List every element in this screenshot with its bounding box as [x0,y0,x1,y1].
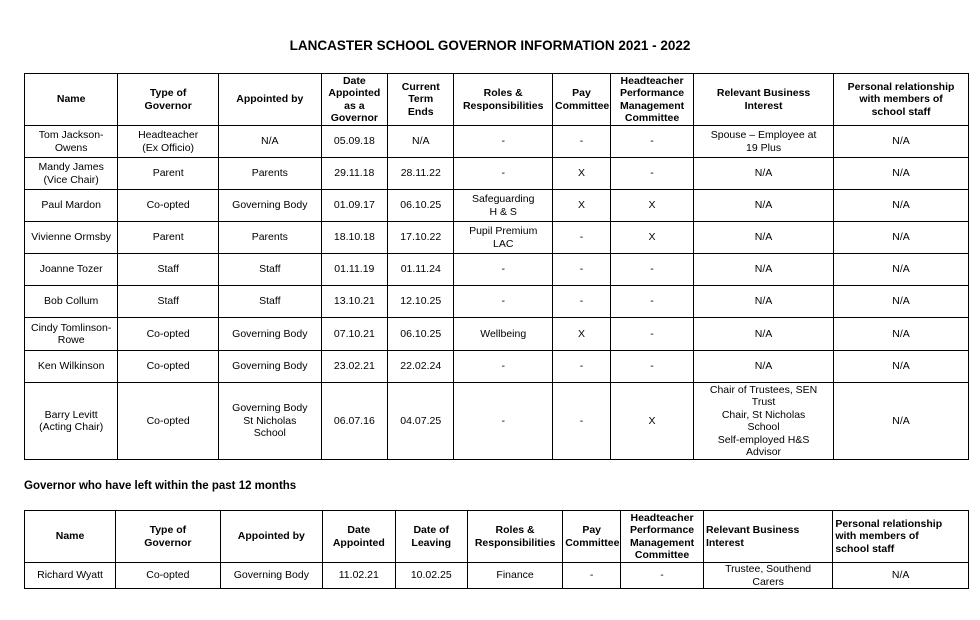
table-cell: Staff [218,286,321,318]
table-row [25,158,969,190]
table-cell: - [611,351,694,383]
current-governors-table [24,73,969,460]
table-cell: X [611,383,694,460]
table-cell: Joanne Tozer [25,254,118,286]
column-header: Roles & Responsibilities [454,74,553,126]
column-header: Personal relationship with members of school staff [834,74,969,126]
table-cell: - [621,563,704,589]
table-cell: - [454,383,553,460]
column-header: Pay Committee [563,511,621,563]
left-governors-heading: Governor who have left within the past 12 months [24,480,297,492]
column-header: Appointed by [218,74,321,126]
column-header: Current Term Ends [388,74,454,126]
table-cell: Co-opted [118,190,219,222]
table-cell: N/A [834,222,969,254]
table-cell: N/A [834,126,969,158]
table-row [25,383,969,460]
column-header: Personal relationship with members of school staff [833,511,969,563]
table-cell: 05.09.18 [321,126,387,158]
table-cell: Barry Levitt (Acting Chair) [25,383,118,460]
table-cell: X [552,190,610,222]
table-cell: Governing Body [218,351,321,383]
table-cell: Richard Wyatt [25,563,116,589]
table-cell: Vivienne Ormsby [25,222,118,254]
table-cell: Parent [118,222,219,254]
table-cell: Bob Collum [25,286,118,318]
column-header: Appointed by [220,511,322,563]
table-cell: - [611,254,694,286]
table-cell: - [454,158,553,190]
table-cell: N/A [694,222,834,254]
table-row [25,254,969,286]
table-cell: - [454,126,553,158]
table-cell: Staff [118,286,219,318]
table-cell: Cindy Tomlinson- Rowe [25,318,118,351]
table-cell: N/A [834,286,969,318]
table-cell: N/A [694,254,834,286]
table-cell: X [611,222,694,254]
table-cell: - [552,383,610,460]
table-cell: Staff [218,254,321,286]
table-cell: 07.10.21 [321,318,387,351]
table-cell: - [552,126,610,158]
table-cell: Wellbeing [454,318,553,351]
table-cell: 01.11.19 [321,254,387,286]
table-cell: 28.11.22 [388,158,454,190]
table-row [25,126,969,158]
table-cell: 06.07.16 [321,383,387,460]
table-cell: - [454,254,553,286]
table-cell: 06.10.25 [388,190,454,222]
table-row [25,222,969,254]
table-cell: 22.02.24 [388,351,454,383]
column-header: Relevant Business Interest [694,74,834,126]
table-cell: N/A [694,190,834,222]
column-header: Type of Governor [118,74,219,126]
table-cell: N/A [834,383,969,460]
table-cell: 13.10.21 [321,286,387,318]
table-cell: X [611,190,694,222]
table-row [25,351,969,383]
table-cell: N/A [388,126,454,158]
column-header: Relevant Business Interest [703,511,832,563]
table-cell: Chair of Trustees, SEN Trust Chair, St Nicholas School Self-employed H&S Advisor [694,383,834,460]
table-cell: Governing Body [220,563,322,589]
left-governors-table [24,510,969,589]
table-cell: - [454,286,553,318]
table-cell: - [611,158,694,190]
table-cell: - [563,563,621,589]
table-cell: 18.10.18 [321,222,387,254]
table-cell: N/A [834,254,969,286]
table-cell: N/A [834,318,969,351]
column-header: Pay Committee [552,74,610,126]
table-cell: Spouse – Employee at 19 Plus [694,126,834,158]
table-cell: Ken Wilkinson [25,351,118,383]
table-cell: 04.07.25 [388,383,454,460]
table-cell: N/A [694,158,834,190]
table-cell: N/A [833,563,969,589]
table-cell: - [552,222,610,254]
table-cell: - [552,254,610,286]
column-header: Date Appointed [323,511,395,563]
table-cell: - [611,126,694,158]
table-cell: Co-opted [118,383,219,460]
table-row [25,190,969,222]
column-header: Type of Governor [116,511,221,563]
table-cell: Parent [118,158,219,190]
column-header: Name [25,74,118,126]
table-cell: X [552,158,610,190]
table-cell: 10.02.25 [395,563,467,589]
table-cell: 11.02.21 [323,563,395,589]
table-cell: - [611,318,694,351]
table-cell: N/A [694,351,834,383]
table-cell: Co-opted [118,351,219,383]
table-cell: Parents [218,158,321,190]
table-cell: Mandy James (Vice Chair) [25,158,118,190]
table-cell: 23.02.21 [321,351,387,383]
table-row [25,286,969,318]
table-cell: Parents [218,222,321,254]
table-cell: - [552,351,610,383]
table-cell: Paul Mardon [25,190,118,222]
table-cell: N/A [834,190,969,222]
column-header: Name [25,511,116,563]
table-cell: 17.10.22 [388,222,454,254]
table-cell: Co-opted [118,318,219,351]
table-cell: Governing Body St Nicholas School [218,383,321,460]
page-title: LANCASTER SCHOOL GOVERNOR INFORMATION 2021 - 2022 [289,38,691,53]
table-cell: Trustee, Southend Carers [703,563,832,589]
table-cell: 29.11.18 [321,158,387,190]
table-cell: 12.10.25 [388,286,454,318]
table-cell: N/A [834,158,969,190]
column-header: Headteacher Performance Management Committee [611,74,694,126]
table-cell: 06.10.25 [388,318,454,351]
table-cell: X [552,318,610,351]
table-cell: Safeguarding H & S [454,190,553,222]
table-cell: Governing Body [218,190,321,222]
table-cell: 01.11.24 [388,254,454,286]
table-cell: Pupil Premium LAC [454,222,553,254]
column-header: Roles & Responsibilities [467,511,562,563]
table-cell: Staff [118,254,219,286]
table-cell: Co-opted [116,563,221,589]
table-cell: N/A [694,318,834,351]
table-cell: Tom Jackson- Owens [25,126,118,158]
table-cell: - [552,286,610,318]
column-header: Date of Leaving [395,511,467,563]
table-cell: 01.09.17 [321,190,387,222]
table-cell: Headteacher (Ex Officio) [118,126,219,158]
table-cell: N/A [694,286,834,318]
table-row [25,318,969,351]
table-cell: Finance [467,563,562,589]
table-cell: - [611,286,694,318]
column-header: Headteacher Performance Management Committee [621,511,704,563]
table-cell: N/A [218,126,321,158]
table-cell: N/A [834,351,969,383]
column-header: Date Appointed as a Governor [321,74,387,126]
table-cell: - [454,351,553,383]
table-cell: Governing Body [218,318,321,351]
table-row [25,563,969,589]
